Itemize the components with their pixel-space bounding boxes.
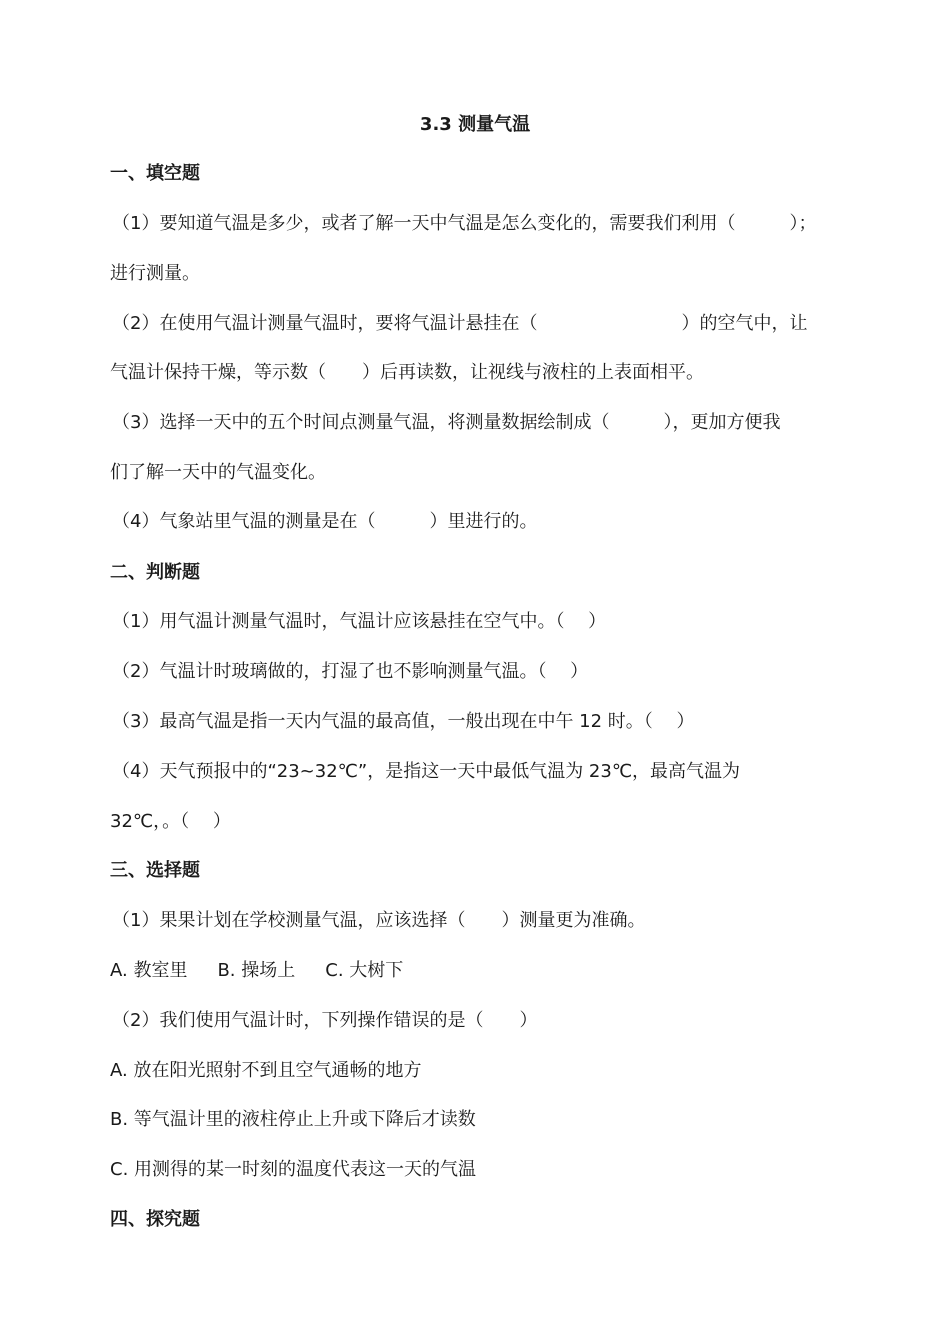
- fill-blank-q2-line2: 气温计保持干燥，等示数（ ）后再读数，让视线与液柱的上表面相平。: [110, 362, 704, 383]
- fill-blank-q2-line1: （2）在使用气温计测量气温时，要将气温计悬挂在（ ）的空气中，让: [112, 313, 808, 334]
- choice-q2-option-b: B. 等气温计里的液柱停止上升或下降后才读数: [110, 1109, 476, 1130]
- choice-q2: （2）我们使用气温计时，下列操作错误的是（ ）: [112, 1010, 538, 1031]
- fill-blank-q3-line1: （3）选择一天中的五个时间点测量气温，将测量数据绘制成（ ），更加方便我: [112, 412, 781, 433]
- choice-q1-option-b: B. 操场上: [217, 960, 296, 981]
- choice-q1-option-c: C. 大树下: [325, 960, 404, 981]
- page-title: 3.3 测量气温: [419, 114, 531, 135]
- fill-blank-q4-line1: （4）气象站里气温的测量是在（ ）里进行的。: [112, 511, 538, 532]
- fill-blank-q1-line2: 进行测量。: [110, 263, 200, 284]
- section-heading-multiple-choice: 三、选择题: [110, 860, 200, 881]
- fill-blank-q3-line2: 们了解一天中的气温变化。: [110, 462, 326, 483]
- true-false-q1: （1）用气温计测量气温时，气温计应该悬挂在空气中。（ ）: [112, 611, 607, 632]
- true-false-q3: （3）最高气温是指一天内气温的最高值，一般出现在中午 12 时。（ ）: [112, 711, 695, 732]
- choice-q1: （1）果果计划在学校测量气温，应该选择（ ）测量更为准确。: [112, 910, 646, 931]
- section-heading-true-false: 二、判断题: [110, 562, 200, 583]
- choice-q1-options: [110, 959, 403, 983]
- choice-q2-option-c: C. 用测得的某一时刻的温度代表这一天的气温: [110, 1159, 477, 1180]
- choice-q2-option-a: A. 放在阳光照射不到且空气通畅的地方: [110, 1060, 422, 1081]
- section-heading-fill-blank: 一、填空题: [110, 163, 200, 184]
- fill-blank-q1-line1: （1）要知道气温是多少，或者了解一天中气温是怎么变化的，需要我们利用（ ）；: [112, 213, 817, 234]
- true-false-q4-line2: 32℃，。（ ）: [110, 811, 231, 832]
- true-false-q4-line1: （4）天气预报中的“23~32℃”，是指这一天中最低气温为 23℃，最高气温为: [112, 761, 741, 782]
- choice-q1-option-a: A. 教室里: [110, 960, 188, 981]
- section-heading-inquiry: 四、探究题: [110, 1209, 200, 1230]
- true-false-q2: （2）气温计时玻璃做的，打湿了也不影响测量气温。（ ）: [112, 661, 589, 682]
